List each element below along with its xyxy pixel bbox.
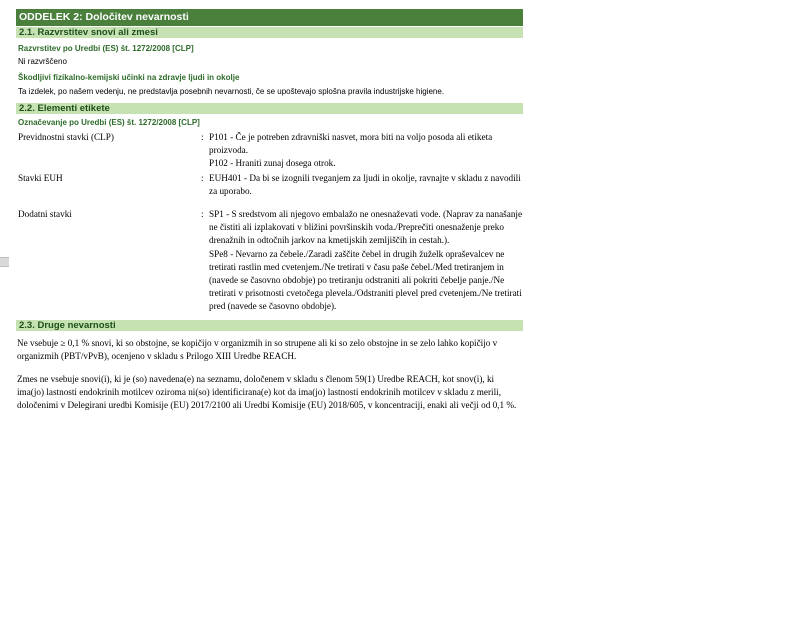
additional-statements-row bbox=[17, 208, 523, 314]
row-values bbox=[209, 131, 523, 171]
adverse-effects-text: Ta izdelek, po našem vedenju, ne predstavlja posebnih nevarnosti, če se upoštevajo splošna pravila industrijske higiene. bbox=[18, 87, 445, 96]
classification-value: Ni razvrščeno bbox=[18, 57, 67, 66]
sds-section-2 bbox=[16, 9, 523, 413]
side-scroll-tab[interactable] bbox=[0, 257, 9, 267]
adverse-effects-label: Škodljivi fizikalno-kemijski učinki na zdravje ljudi in okolje bbox=[18, 73, 240, 82]
pbt-vpvb-paragraph: Ne vsebuje ≥ 0,1 % snovi, ki so obstojne, se kopičijo v organizmih in so strupene ali ki so zelo obstojne in se zelo lahko kopičijo v organizmih (PBT/vPvB), ocenjeno v skladu s Prilogo XIII Uredbe REACH. bbox=[17, 337, 498, 361]
row-colon: : bbox=[201, 132, 204, 142]
subsection-2-1-heading: 2.1. Razvrstitev snovi ali zmesi bbox=[16, 27, 523, 38]
row-label: Previdnostni stavki (CLP) bbox=[18, 132, 114, 142]
endocrine-disruptor-paragraph: Zmes ne vsebuje snovi(i), ki je (so) navedena(e) na seznamu, določenem v skladu s členom 59(1) Uredbe REACH, kot snov(i), ki ima(jo) lastnosti endokrinih motilcev oziroma ni(so) identificirana(e) kot da ima(jo) lastnosti endokrinih motilcev v skladu z merili, določenimi v Delegirani uredbi Komisije (EU) 2017/2100 ali Uredbi Komisije (EU) 2018/605, v koncentraciji, enaki ali večji od 0,1 %. bbox=[17, 374, 517, 411]
statement-sp1: SP1 - S sredstvom ali njegovo embalažo ne onesnaževati vode. (Naprav za nanašanje ne čistiti ali izplakovati v bližini površinskih voda./Preprečiti onesnaženje preko drenažnih in odtočnih jarkov na kmetijskih zemljiščih in cestah.). bbox=[209, 209, 523, 246]
subsection-2-2-heading: 2.2. Elementi etikete bbox=[16, 103, 523, 114]
label-elements-table bbox=[16, 131, 523, 314]
precautionary-statements-row bbox=[17, 131, 523, 171]
statement-euh401: EUH401 - Da bi se izognili tveganjem za ljudi in okolje, ravnajte v skladu z navodili za uporabo. bbox=[209, 172, 521, 196]
row-colon: : bbox=[201, 172, 204, 183]
row-label: Stavki EUH bbox=[18, 172, 63, 183]
row-colon: : bbox=[201, 209, 204, 220]
row-values bbox=[209, 208, 523, 314]
section-title: ODDELEK 2: Določitev nevarnosti bbox=[16, 9, 523, 26]
clp-labelling-label: Označevanje po Uredbi (ES) št. 1272/2008 [CLP] bbox=[18, 118, 200, 127]
statement-p101: P101 - Če je potreben zdravniški nasvet, mora biti na voljo posoda ali etiketa proizvoda. bbox=[209, 132, 493, 156]
row-values bbox=[209, 172, 523, 198]
clp-classification-label: Razvrstitev po Uredbi (ES) št. 1272/2008 [CLP] bbox=[18, 44, 194, 53]
statement-spe8: SPe8 - Nevarno za čebele./Zaradi zaščite čebel in drugih žuželk opraševalcev ne tretirati rastlin med cvetenjem./Ne tretirati v času paše čebel./Med tretiranjem in (navede se časovno obdobje) po tretiranju odstraniti ali pokriti čebelje panje./Ne tretirati v prisotnosti cvetočega plevela./Odstraniti plevel pred cvetenjem./Ne tretirati pred (navede se časovno obdobje). bbox=[209, 248, 522, 312]
row-label: Dodatni stavki bbox=[18, 209, 72, 220]
statement-p102: P102 - Hraniti zunaj dosega otrok. bbox=[209, 158, 336, 169]
subsection-2-3-heading: 2.3. Druge nevarnosti bbox=[16, 320, 523, 331]
euh-statements-row bbox=[17, 172, 523, 198]
